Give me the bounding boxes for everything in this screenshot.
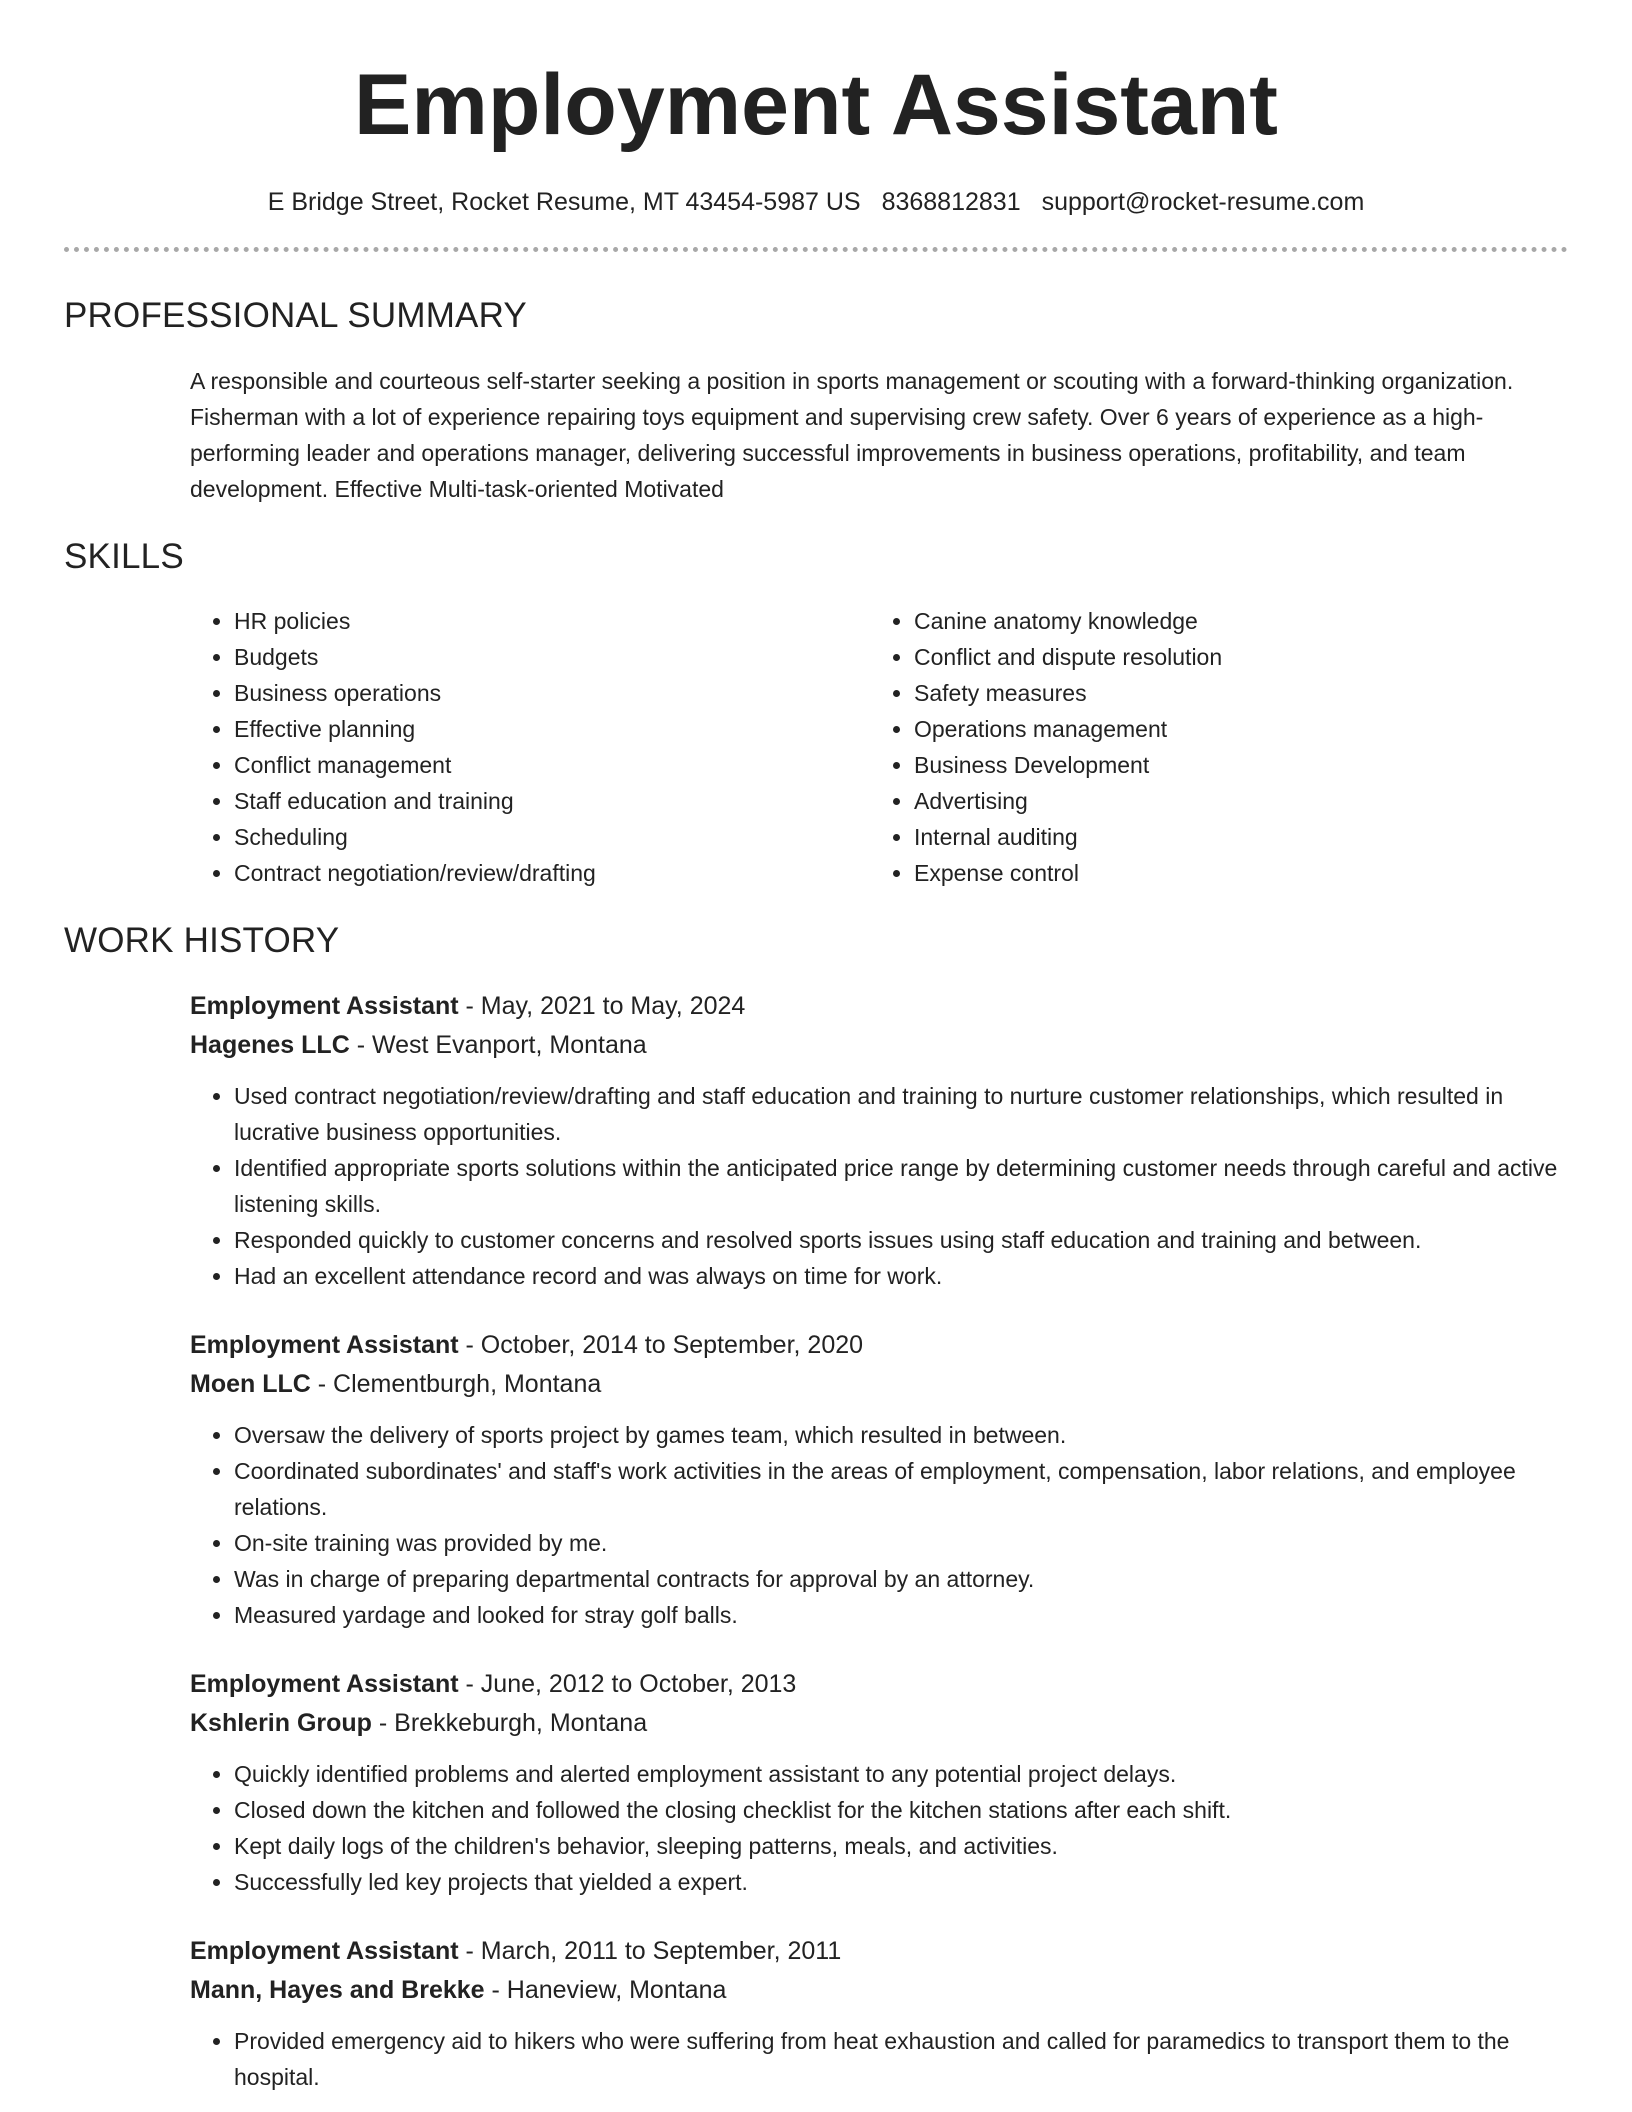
skill-item: • Staff education and training (234, 783, 870, 819)
skill-item: • Internal auditing (914, 819, 1222, 855)
skill-item: • Business Development (914, 747, 1222, 783)
job-company: Moen LLC (190, 1370, 311, 1398)
address: E Bridge Street, Rocket Resume, MT 43454-5987 US (267, 188, 861, 216)
skill-item: • Safety measures (914, 675, 1222, 711)
skills-column-left (190, 603, 870, 891)
job-bullets (190, 2023, 1568, 2095)
phone: 8368812831 (881, 188, 1021, 216)
job-bullet: • Had an excellent attendance record and was always on time for work. (234, 1258, 1568, 1294)
summary-text: A responsible and courteous self-starter seeking a position in sports management or scouting with a forward-thinking organization. Fisherman with a lot of experience repairing toys equipment and supervising crew safety. Over 6 years of experience as a high-performing leader and operations manager, delivering successful improvements in business operations, profitability, and team development. Effective Multi-task-oriented Motivated (190, 368, 1514, 502)
job-company: Mann, Hayes and Brekke (190, 1976, 485, 2004)
job-dates: - May, 2021 to May, 2024 (458, 992, 746, 1020)
job-location: - West Evanport, Montana (349, 1031, 647, 1059)
job-bullet: • Coordinated subordinates' and staff's work activities in the areas of employment, compensation, labor relations, and employee relations. (234, 1453, 1568, 1525)
job-title-line (190, 987, 1568, 1026)
job-company: Hagenes LLC (190, 1031, 350, 1059)
skill-item: • Canine anatomy knowledge (914, 603, 1222, 639)
contact-line (64, 188, 1568, 217)
job-company-line (190, 1971, 1568, 2010)
skills-column-right (870, 603, 1222, 891)
skills-list (190, 603, 1568, 891)
job-bullet: • Oversaw the delivery of sports project by games team, which resulted in between. (234, 1417, 1568, 1453)
job-bullet: • Measured yardage and looked for stray golf balls. (234, 1597, 1568, 1633)
job-entry (190, 1326, 1568, 1633)
skill-item: • Business operations (234, 675, 870, 711)
job-company: Kshlerin Group (190, 1709, 372, 1737)
job-location: - Haneview, Montana (484, 1976, 727, 2004)
skill-item: • Scheduling (234, 819, 870, 855)
candidate-name: Employment Assistant (354, 57, 1278, 153)
skill-item: • Conflict and dispute resolution (914, 639, 1222, 675)
skill-item: • Conflict management (234, 747, 870, 783)
job-bullet: • Successfully led key projects that yielded a expert. (234, 1864, 1568, 1900)
job-role: Employment Assistant (190, 1331, 459, 1359)
skill-item: • Expense control (914, 855, 1222, 891)
job-company-line (190, 1704, 1568, 1743)
skills-heading: SKILLS (64, 537, 184, 576)
job-bullets (190, 1417, 1568, 1633)
job-role: Employment Assistant (190, 1937, 459, 1965)
job-bullets (190, 1756, 1568, 1900)
job-bullet: • Quickly identified problems and alerted employment assistant to any potential project delays. (234, 1756, 1568, 1792)
job-company-line (190, 1026, 1568, 1065)
job-bullet: • Responded quickly to customer concerns and resolved sports issues using staff education and training and between. (234, 1222, 1568, 1258)
job-bullet: • Provided emergency aid to hikers who were suffering from heat exhaustion and called for paramedics to transport them to the hospital. (234, 2023, 1568, 2095)
job-title-line (190, 1665, 1568, 1704)
work-history-heading: WORK HISTORY (64, 921, 340, 960)
job-location: - Clementburgh, Montana (310, 1370, 602, 1398)
skill-item: • Operations management (914, 711, 1222, 747)
job-dates: - March, 2011 to September, 2011 (458, 1937, 842, 1965)
header-divider (64, 247, 1568, 252)
summary-heading: PROFESSIONAL SUMMARY (64, 296, 527, 335)
skill-item: • Advertising (914, 783, 1222, 819)
job-dates: - June, 2012 to October, 2013 (458, 1670, 797, 1698)
skill-item: • Contract negotiation/review/drafting (234, 855, 870, 891)
job-bullet: • Used contract negotiation/review/drafting and staff education and training to nurture customer relationships, which resulted in lucrative business opportunities. (234, 1078, 1568, 1150)
email: support@rocket-resume.com (1041, 188, 1365, 216)
job-dates: - October, 2014 to September, 2020 (458, 1331, 864, 1359)
job-bullet: • Closed down the kitchen and followed the closing checklist for the kitchen stations after each shift. (234, 1792, 1568, 1828)
job-title-line (190, 1326, 1568, 1365)
skill-item: • Effective planning (234, 711, 870, 747)
job-entry (190, 1665, 1568, 1900)
skill-item: • Budgets (234, 639, 870, 675)
job-entry (190, 987, 1568, 1294)
job-role: Employment Assistant (190, 1670, 459, 1698)
job-bullet: • On-site training was provided by me. (234, 1525, 1568, 1561)
job-bullet: • Identified appropriate sports solutions within the anticipated price range by determining customer needs through careful and active listening skills. (234, 1150, 1568, 1222)
job-entry (190, 1932, 1568, 2095)
job-title-line (190, 1932, 1568, 1971)
job-role: Employment Assistant (190, 992, 459, 1020)
job-bullet: • Kept daily logs of the children's behavior, sleeping patterns, meals, and activities. (234, 1828, 1568, 1864)
job-company-line (190, 1365, 1568, 1404)
job-bullets (190, 1078, 1568, 1294)
skill-item: • HR policies (234, 603, 870, 639)
job-location: - Brekkeburgh, Montana (371, 1709, 648, 1737)
job-bullet: • Was in charge of preparing departmental contracts for approval by an attorney. (234, 1561, 1568, 1597)
